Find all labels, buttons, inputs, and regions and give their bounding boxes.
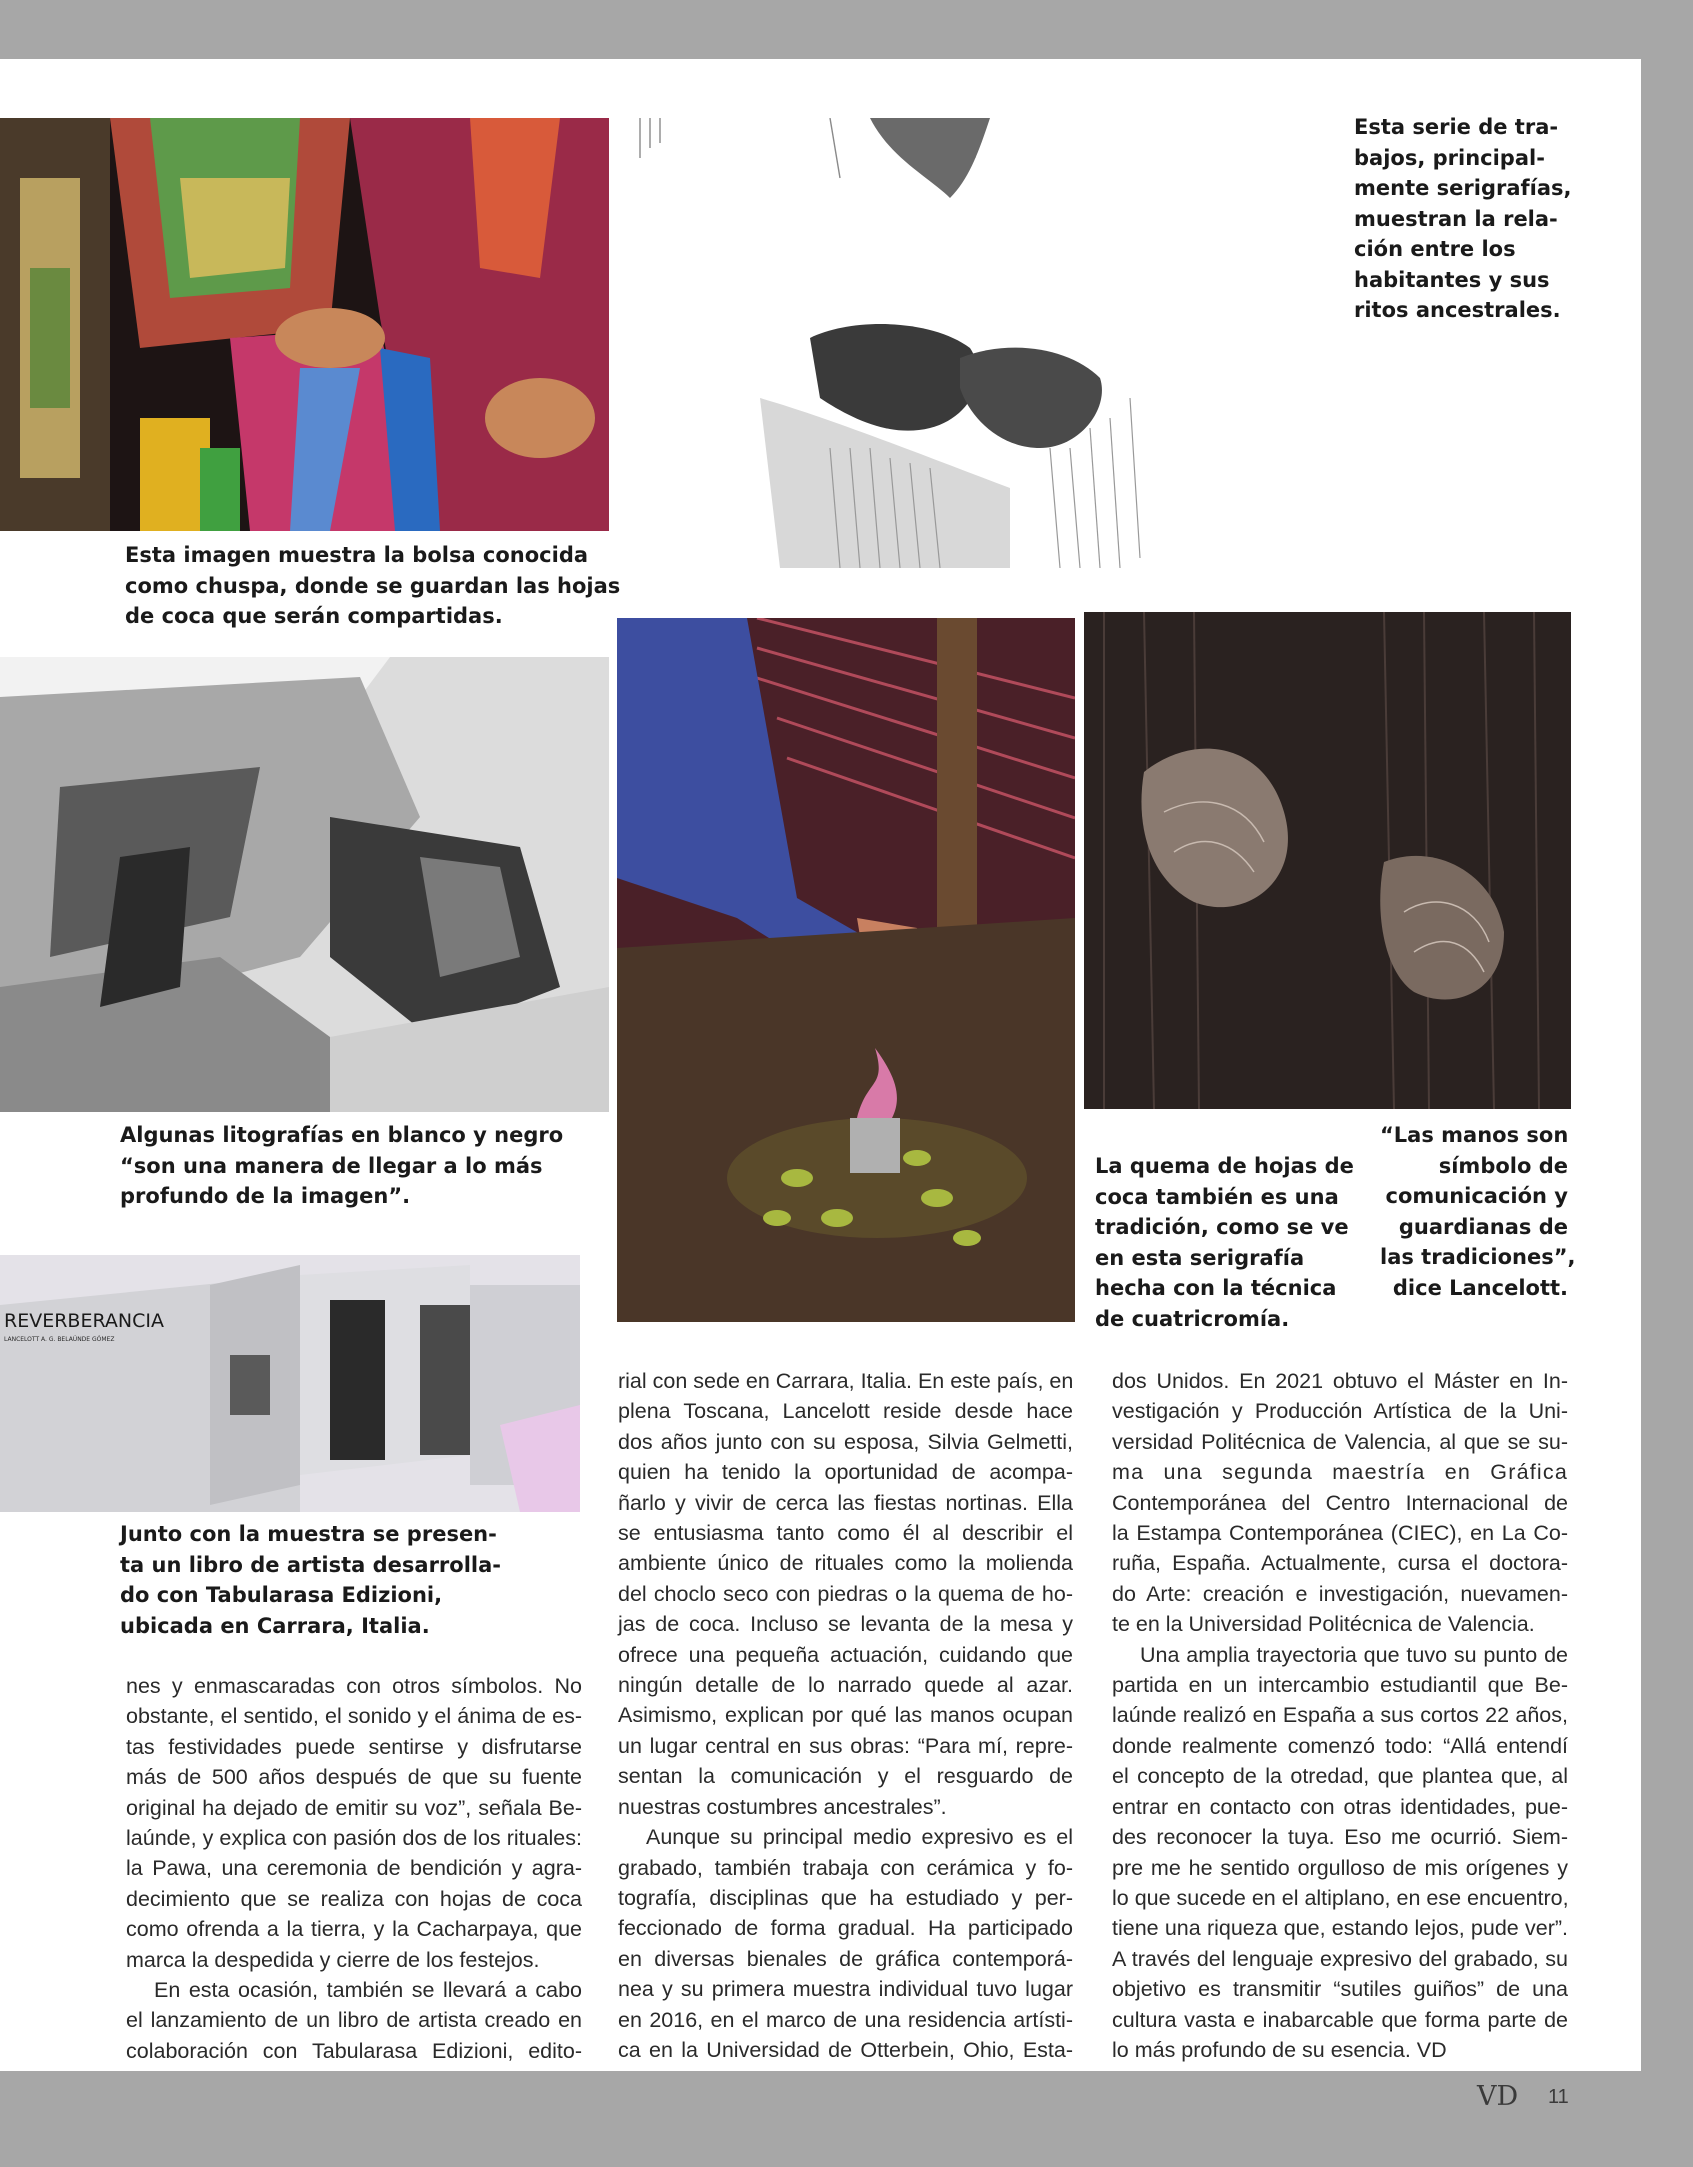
- caption-coca-burning: La quema de hojas de coca también es una tradición, como se ve en esta serigrafía hecha con la técnica de cuatricromía.: [1095, 1154, 1354, 1331]
- body-column-right: dos Unidos. En 2021 obtuvo el Máster en In- vestigación y Producción Artística de la Uni- versidad Politécnica de Valencia, al que se su- ma una segunda maestría en Gráfica Contemporánea del Centro Internacional de la Estampa Contemporánea (CIEC), en La Co- ruña, España. Actualmente, cursa el doctora- do Arte: creación e investigación, nuevamen- te en la Universidad Politécnica de Valencia. Una amplia trayectoria que tuvo su punto de partida en un intercambio estudiantil que Be- laúnde realizó en España a sus cortos 22 años, donde realmente comenzó todo: “Allá entendí el concepto de la otredad, que plantea que, al entrar en contacto con otras identidades, pue- des reconocer la tuya. Eso me ocurrió. Siem- pre me he sentido orgulloso de mis orígenes y lo que sucede en el altiplano, en ese encuentro, tiene una riqueza que, estando lejos, pude ver”. A través del lenguaje expresivo del grabado, su objetivo es transmitir “sutiles guiños” de una cultura vasta e inabarcable que forma parte de lo más profundo de su esencia. VD: [1112, 1369, 1569, 2062]
- caption-series: Esta serie de tra- bajos, principal- mente serigrafías, muestran la rela- ción entre los habitantes y sus ritos ancestrales.: [1354, 115, 1572, 322]
- book-cover-authors: LANCELOTT A. G. BELAÚNDE GÓMEZ: [4, 1336, 115, 1343]
- lithograph-bw: [0, 657, 609, 1112]
- pull-quote-hands: “Las manos son símbolo de comunicación y guardianas de las tradiciones”, dice Lancelott.: [1380, 1123, 1576, 1300]
- body-column-middle: rial con sede en Carrara, Italia. En este país, en plena Toscana, Lancelott reside desde hace dos años junto con su esposa, Silvia Gelmetti, quien ha tenido la oportunidad de acompa- ñarlo y vivir de cerca las fiestas nortinas. Ella se entusiasma tanto como él al describir el ambiente único de rituales como la molienda del choclo seco con piedras o la quema de ho- jas de coca. Incluso se levanta de la mesa y ofrece una pequeña actuación, cuidando que ningún detalle de lo narrado quede al azar. Asimismo, explican por qué las manos ocupan un lugar central en sus obras: “Para mí, repre- sentan la comunicación y el resguardo de nuestras costumbres ancestrales”. Aunque su principal medio expresivo es el grabado, también trabaja con cerámica y fo- tografía, disciplinas que ha estudiado y per- feccionado de forma gradual. Ha participado en diversas bienales de gráfica contemporá- nea y su primera muestra individual tuvo lugar en 2016, en el marco de una residencia artísti- ca en la Universidad de Otterbein, Ohio, Esta-: [618, 1369, 1074, 2062]
- book-cover-title: REVERBERANCIA: [4, 1310, 164, 1332]
- page-number: 11: [1548, 2086, 1569, 2108]
- photo-coca-burning: [617, 618, 1075, 1322]
- caption-lithographs: Algunas litografías en blanco y negro “son una manera de llegar a lo más profundo de la imagen”.: [120, 1123, 564, 1208]
- engraving-hands-dark: [1084, 612, 1571, 1109]
- footer-magazine-logo: VD: [1477, 2081, 1519, 2112]
- engraving-hands-top: [630, 118, 1310, 568]
- caption-chuspa: Esta imagen muestra la bolsa conocida como chuspa, donde se guardan las hojas de coca que serán compartidas.: [125, 543, 621, 628]
- caption-artist-book: Junto con la muestra se presen- ta un libro de artista desarrolla- do con Tabularasa Edizioni, ubicada en Carrara, Italia.: [120, 1522, 501, 1638]
- artist-book-photo: [0, 1255, 580, 1512]
- body-column-left: nes y enmascaradas con otros símbolos. No obstante, el sentido, el sonido y el ánima de es- tas festividades puede sentirse y disfrutarse más de 500 años después de que su fuente original ha dejado de emitir su voz”, señala Be- laúnde, y explica con pasión dos de los rituales: la Pawa, una ceremonia de bendición y agra- decimiento que se realiza con hojas de coca como ofrenda a la tierra, y la Cacharpaya, que marca la despedida y cierre de los festejos. En esta ocasión, también se llevará a cabo el lanzamiento de un libro de artista creado en colaboración con Tabularasa Edizioni, edito-: [126, 1674, 582, 2063]
- photo-chuspa-bag: [0, 118, 609, 531]
